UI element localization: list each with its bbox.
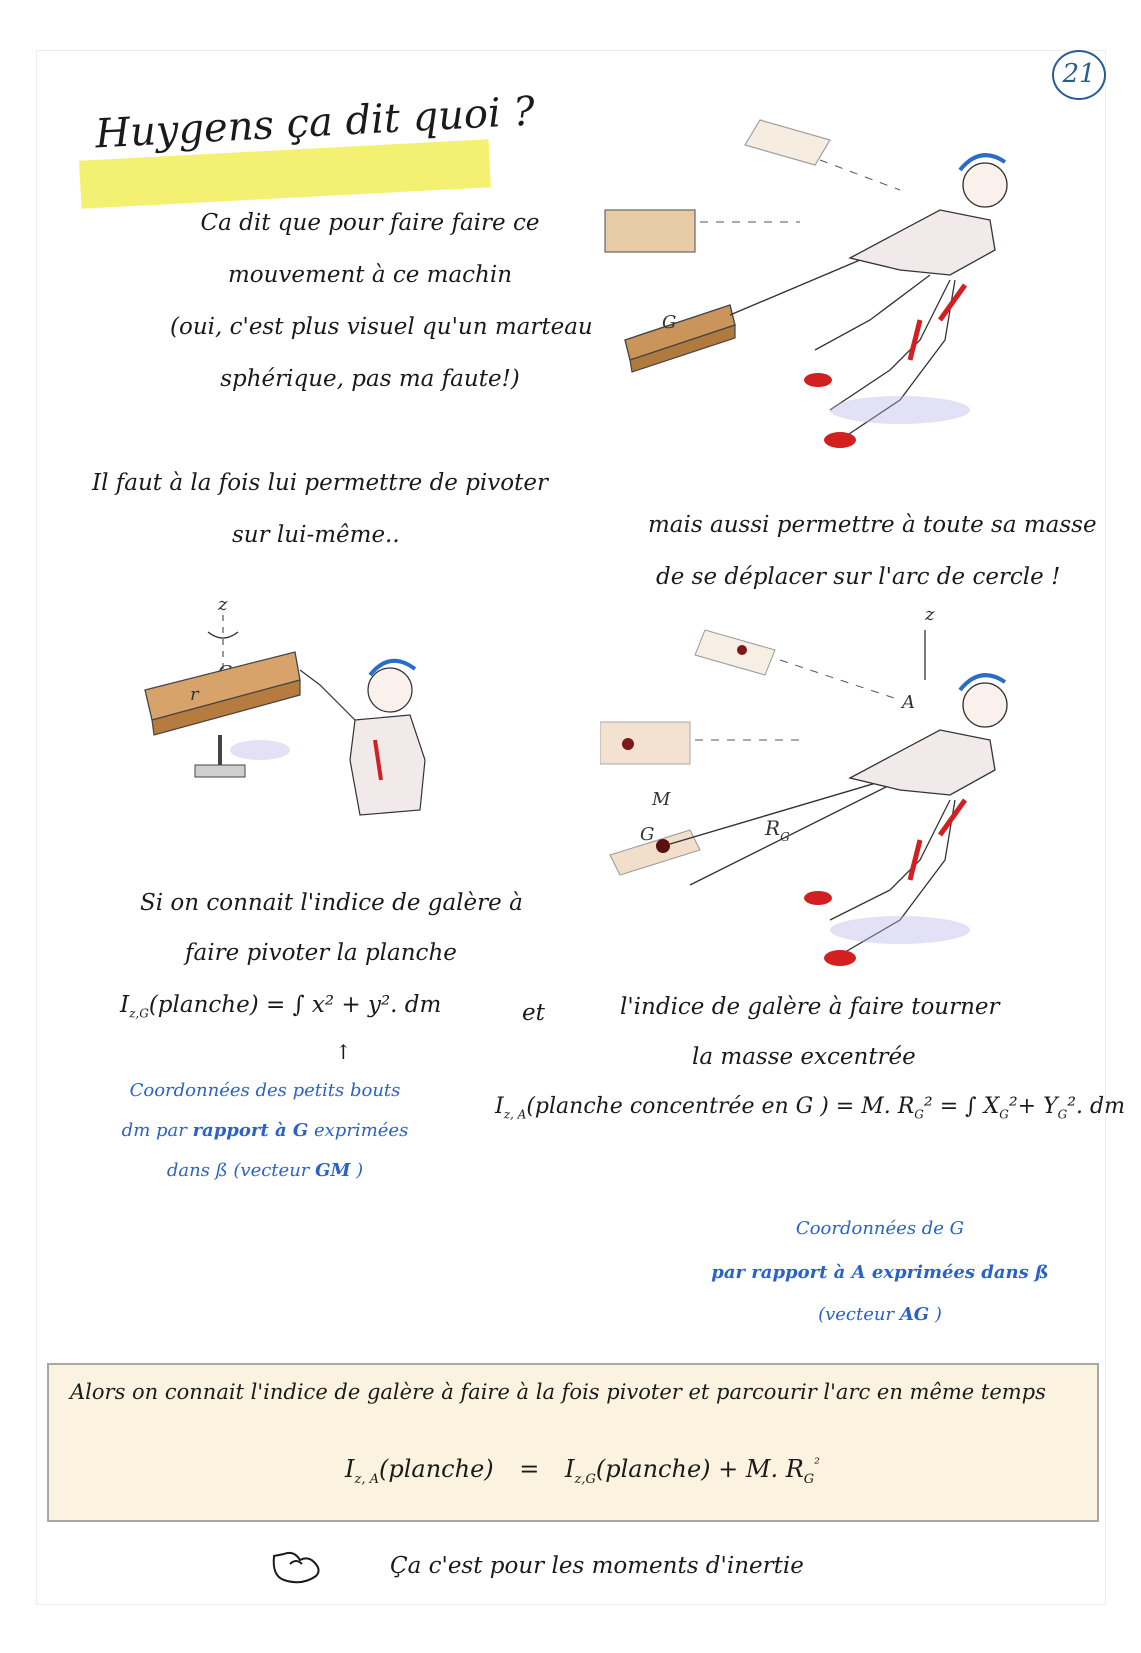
sketch-label-m-right: M [652, 789, 671, 810]
formula-right-line-1: l'indice de galère à faire tourner [620, 994, 1000, 1020]
formula-left-note-2: dm par rapport à G exprimées [121, 1120, 409, 1141]
page-number-badge: 21 [1052, 50, 1106, 100]
sketch-label-z-right: z [925, 604, 935, 625]
formula-right-note-1: Coordonnées de G [795, 1218, 965, 1239]
formula-left-rest: (planche) = ∫ x² + y². dm [148, 992, 442, 1018]
sketch-label-a-right: A [902, 692, 915, 713]
sketch-label-g-top: G [662, 312, 677, 333]
pivot-line-2: sur lui-même.. [232, 522, 400, 548]
formula-left-arrow: ↑ [335, 1040, 352, 1064]
sketch-label-rg-right: $R_G$ [765, 816, 790, 844]
footer-text: Ça c'est pour les moments d'inertie [390, 1553, 804, 1579]
formula-left-sub: z,G [129, 1006, 149, 1021]
person-small [300, 661, 425, 815]
arc-line-2: de se déplacer sur l'arc de cercle ! [656, 564, 1061, 590]
formula-right-note-2: par rapport à A exprimées dans ß [711, 1262, 1049, 1283]
pivot-line-1: Il faut à la fois lui permettre de pivoter [92, 470, 548, 496]
intro-line-3: (oui, c'est plus visuel qu'un marteau [170, 314, 593, 340]
sketch-label-r-left: r [190, 684, 199, 705]
formula-left-symbol: I [120, 992, 130, 1018]
sketch-label-z-left: z [218, 594, 228, 615]
formula-left-line-2: faire pivoter la planche [185, 940, 457, 966]
intro-line-1: Ca dit que pour faire faire ce [200, 210, 540, 236]
intro-line-2: mouvement à ce machin [227, 262, 513, 288]
formula-right-expr: $I_{z, A}(planche$ concentrée en G ) = M. $R_G^2$ = ∫ $X_G^2+ Y_G^2$. dm [495, 1094, 1125, 1122]
main-board [625, 305, 735, 372]
formula-right-note-3: (vecteur AG ) [818, 1304, 942, 1325]
sketch-arc-motion [600, 600, 1070, 1000]
sketch-swinging-board [600, 110, 1060, 490]
formula-left-note-3: dans ß (vecteur GM ) [166, 1160, 364, 1181]
ghost-board-top [745, 120, 830, 165]
formula-left-note-1: Coordonnées des petits bouts [129, 1080, 401, 1101]
page-title: Huygens ça dit quoi ? [94, 88, 536, 158]
flexed-bicep-icon [268, 1546, 324, 1588]
intro-line-4: sphérique, pas ma faute!) [220, 366, 520, 392]
sketch-label-g-right: G [640, 824, 655, 845]
conclusion-line-1: Alors on connait l'indice de galère à faire à la fois pivoter et parcourir l'arc en même temps [70, 1380, 1046, 1404]
formula-left-expr [120, 992, 441, 1021]
formula-right-line-2: la masse excentrée [692, 1044, 916, 1070]
sketch-pivot-board [90, 590, 490, 890]
conclusion-formula: $I_{z, A}(planche)$ = $I_{z,G}(planche) + M$. $R_G^{^2}$ [345, 1455, 820, 1487]
and-connector: et [522, 1000, 545, 1026]
formula-left-line-1: Si on connait l'indice de galère à [140, 890, 523, 916]
arc-line-1: mais aussi permettre à toute sa masse [648, 512, 1097, 538]
ghost-board-mid [605, 210, 695, 252]
